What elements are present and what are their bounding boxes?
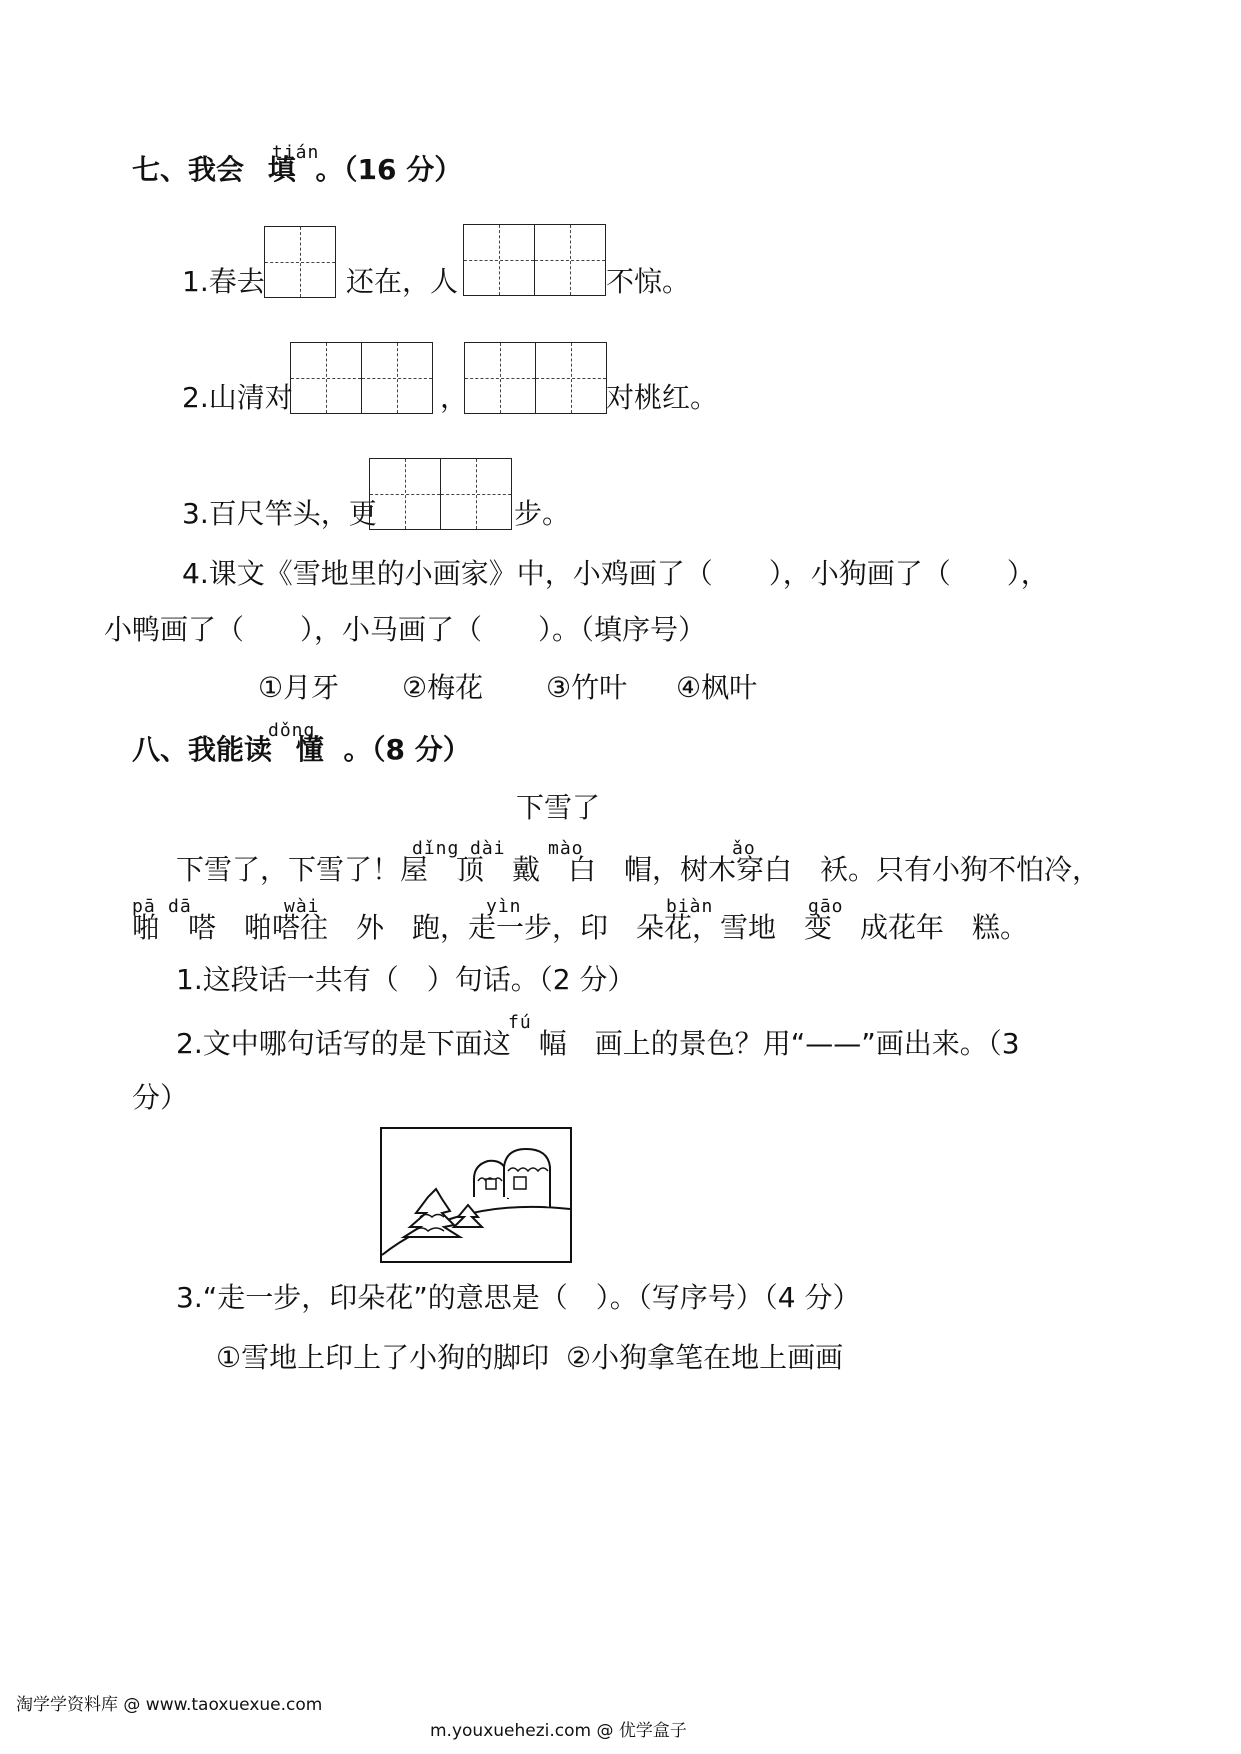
s8-q3: 3.“走一步，印朵花”的意思是（ ）。（写序号）（4 分） — [176, 1281, 861, 1314]
s8-q1: 1.这段话一共有（ ）句话。（2 分） — [176, 963, 636, 996]
pinyin-ding: dǐng — [412, 838, 460, 859]
pinyin-mao: mào — [548, 838, 584, 859]
q4-line2: 小鸭画了（ ），小马画了（ ）。（填序号） — [104, 613, 707, 646]
q4-option-1: ①月牙 — [258, 671, 340, 704]
footer-left: 淘学学资料库 @ www.taoxuexue.com — [16, 1695, 323, 1715]
q1-before: 1.春去 — [182, 265, 265, 298]
section8-heading — [132, 732, 471, 768]
house-right — [504, 1149, 550, 1207]
footer-center: m.youxuehezi.com @ 优学盒子 — [430, 1721, 687, 1741]
pinyin-yin: yìn — [486, 896, 522, 917]
section7-heading — [132, 152, 462, 188]
pinyin-da: dā — [168, 896, 192, 917]
section7-suffix: 。（16 分） — [315, 153, 463, 186]
passage-line1: 下雪了，下雪了！屋 顶 戴 白 帽，树木穿白 袄。只有小狗不怕冷， — [176, 853, 1101, 886]
pinyin-fu: fú — [508, 1012, 532, 1033]
passage-line2: 啪 嗒 啪嗒往 外 跑，走一步，印 朵花，雪地 变 成花年 糕。 — [132, 911, 1029, 944]
q4-option-2: ②梅花 — [402, 671, 484, 704]
section7-char: 填 — [267, 153, 296, 186]
q4-line1: 4.课文《雪地里的小画家》中，小鸡画了（ ），小狗画了（ ）， — [182, 557, 1049, 590]
s8-q2-line1: 2.文中哪句话写的是下面这 幅 画上的景色？用“——”画出来。（3 — [176, 1027, 1020, 1060]
s8-q3-option-2: ②小狗拿笔在地上画画 — [566, 1341, 844, 1374]
section8-suffix: 。（8 分） — [343, 733, 471, 766]
pinyin-gao: gāo — [808, 896, 844, 917]
snow-scene-illustration — [380, 1127, 572, 1263]
section8-char: 懂 — [295, 733, 324, 766]
pinyin-dong: dǒng — [268, 720, 316, 741]
q2-after: 对桃红。 — [606, 381, 719, 414]
q4-option-4: ④枫叶 — [676, 671, 758, 704]
pinyin-wai: wài — [284, 896, 320, 917]
answer-grid-q3[interactable] — [369, 458, 512, 530]
q1-after: 不惊。 — [606, 265, 691, 298]
q2-middle: ， — [440, 381, 469, 414]
house-left-window — [486, 1179, 496, 1189]
section7-prefix: 七、我会 — [132, 153, 245, 186]
q3-before: 3.百尺竿头，更 — [182, 497, 377, 530]
answer-grid-q1b[interactable] — [463, 224, 606, 296]
s8-q2-line2: 分） — [132, 1081, 189, 1114]
pinyin-bian: biàn — [666, 896, 714, 917]
pinyin-ao: ǎo — [732, 838, 756, 859]
answer-grid-q2b[interactable] — [464, 342, 607, 414]
section8-prefix: 八、我能读 — [132, 733, 273, 766]
pinyin-tian: tián — [272, 142, 320, 163]
pinyin-dai: dài — [470, 838, 506, 859]
pinyin-pa: pā — [132, 896, 156, 917]
answer-grid-q2a[interactable] — [290, 342, 433, 414]
passage-title: 下雪了 — [516, 791, 601, 824]
q4-option-3: ③竹叶 — [546, 671, 628, 704]
q2-before: 2.山清对 — [182, 381, 293, 414]
house-right-window — [514, 1177, 526, 1189]
answer-grid-q1a[interactable] — [264, 226, 336, 298]
q1-middle: 还在，人 — [346, 265, 459, 298]
s8-q3-option-1: ①雪地上印上了小狗的脚印 — [216, 1341, 550, 1374]
q3-after: 步。 — [514, 497, 571, 530]
